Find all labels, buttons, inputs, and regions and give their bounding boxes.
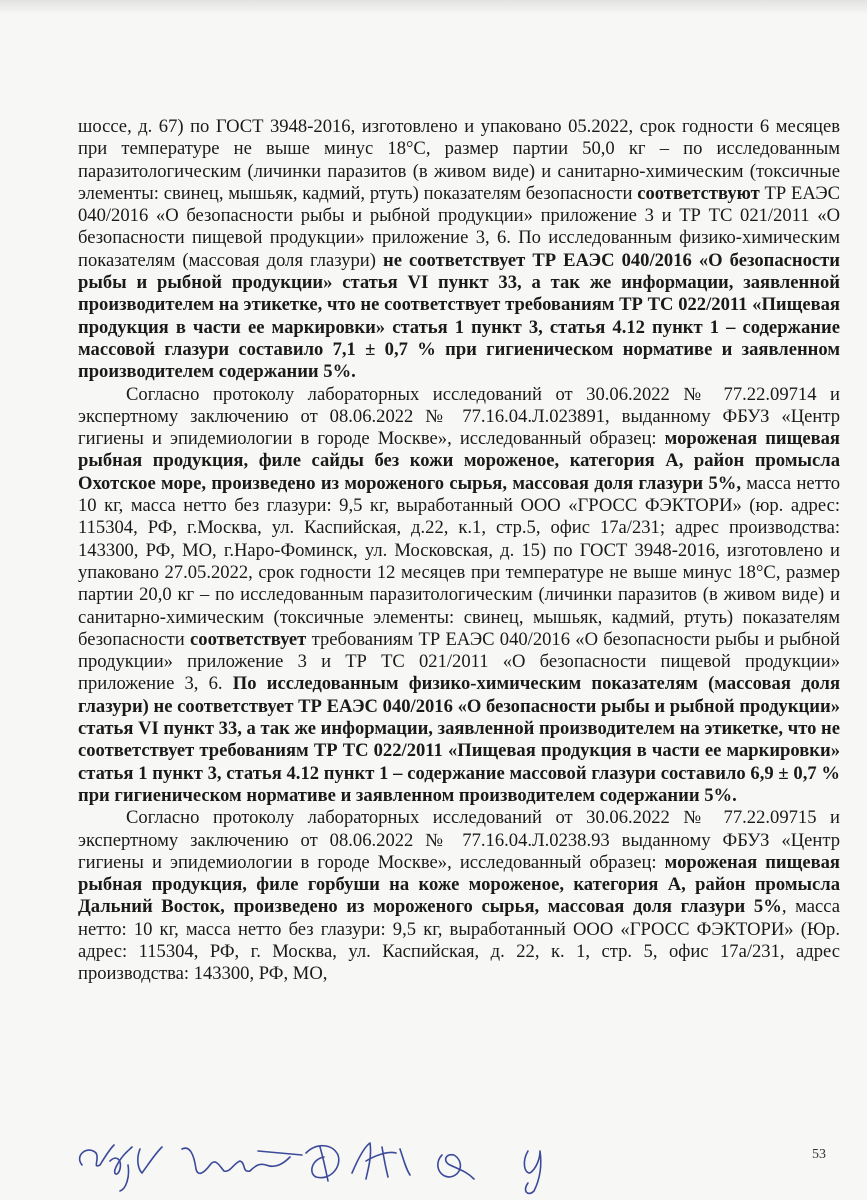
paragraph-2-bold-b: соответствует xyxy=(190,628,307,650)
paragraph-3-bold-a: мороженая пищевая рыбная продукция, филе горбуши на коже мороженое, категория А, район промысла Дальний Восток, произведено из мороженого сырья, массовая доля глазури 5% xyxy=(78,851,840,918)
paragraph-3-text-b: , масса нетто: 10 кг, масса нетто без глазури: 9,5 кг, выработанный ООО «ГРОСС ФЭКТОРИ» (Юр. адрес: 115304, РФ, г. Москва, ул. Каспийская, д. 22, к. 1, стр. 5, офис 17а/231, адрес производства: 143300, РФ, МО, xyxy=(78,896,840,985)
paragraph-1-bold-b: не соответствует ТР ЕАЭС 040/2016 «О безопасности рыбы и рыбной продукции» статья VI пункт 33, а так же информации, заявленной производителем на этикетке, что не соответствует требованиям ТР ТС 022/2011 «Пищевая продукция в части ее маркировки» статья 1 пункт 3, статья 4.12 пункт 1 – содержание массовой глазури составило 7,1 ± 0,7 % при гигиеническом нормативе и заявленном производителем содержании 5%. xyxy=(78,249,840,383)
paragraph-1-text-b: ТР ЕАЭС 040/2016 «О безопасности рыбы и рыбной продукции» приложение 3 и ТР ТС 021/2011 «О безопасности пищевой продукции» приложение 3, 6. По исследованным физико-химическим показателям (массовая доля глазури) xyxy=(78,182,840,271)
paragraph-1-bold-a: соответствуют xyxy=(637,182,760,204)
signature-2 xyxy=(182,1148,302,1173)
paragraph-2 xyxy=(78,384,840,808)
paragraph-3 xyxy=(78,807,840,985)
page-number: 53 xyxy=(812,1147,826,1162)
signature-1 xyxy=(80,1145,162,1191)
paragraph-1-text-a: шоссе, д. 67) по ГОСТ 3948-2016, изготовлено и упаковано 05.2022, срок годности 6 месяцев при температуре не выше минус 18°С, размер партии 50,0 кг – по исследованным паразитологическим (личинки паразитов (в живом виде) и санитарно-химическим (токсичные элементы: свинец, мышьяк, кадмий, ртуть) показателям безопасности xyxy=(78,116,840,204)
paragraph-2-text-b: масса нетто 10 кг, масса нетто без глазури: 9,5 кг, выработанный ООО «ГРОСС ФЭКТОРИ» (юр. адрес: 115304, РФ, г.Москва, ул. Каспийская, д.22, к.1, стр.5, офис 17а/231; адрес производства: 143300, РФ, МО, г.Наро-Фоминск, ул. Московская, д. 15) по ГОСТ 3948-2016, изготовлено и упаковано 27.05.2022, срок годности 12 месяцев при температуре не выше минус 18°С, размер партии 20,0 кг – по исследованным паразитологическим (личинки паразитов (в живом виде) и санитарно-химическим (токсичные элементы: свинец, мышьяк, кадмий, ртуть) показателям безопасности xyxy=(78,472,840,650)
paragraph-2-bold-c: По исследованным физико-химическим показателям (массовая доля глазури) не соответствует ТР ЕАЭС 040/2016 «О безопасности рыбы и рыбной продукции» статья VI пункт 33, а так же информации, заявленной производителем на этикетке, что не соответствует требованиям ТР ТС 022/2011 «Пищевая продукция в части ее маркировки» статья 1 пункт 3, статья 4.12 пункт 1 – содержание массовой глазури составило 6,9 ± 0,7 % при гигиеническом нормативе и заявленном производителем содержании 5%. xyxy=(78,673,841,806)
paragraph-2-bold-a: мороженая пищевая рыбная продукция, филе сайды без кожи мороженое, категория А, район промысла Охотское море, произведено из мороженого сырья, массовая доля глазури 5%, xyxy=(78,428,840,494)
paragraph-3-text-a: Согласно протоколу лабораторных исследований от 30.06.2022 № 77.22.09715 и экспертному заключению от 08.06.2022 № 77.16.04.Л.0238.93 выданному ФБУЗ «Центр гигиены и эпидемиологии в городе Москве», исследованный образец: xyxy=(78,807,840,873)
paragraph-2-text-c: требованиям ТР ЕАЭС 040/2016 «О безопасности рыбы и рыбной продукции» приложение 3 и ТР ТС 021/2011 «О безопасности пищевой продукции» приложение 3, 6. xyxy=(78,628,840,695)
signature-6 xyxy=(524,1151,540,1193)
paragraph-1 xyxy=(78,116,840,384)
scan-top-edge xyxy=(0,0,867,14)
signature-5 xyxy=(438,1155,474,1179)
handwritten-signatures xyxy=(70,1125,630,1200)
document-body xyxy=(78,116,840,986)
signature-4 xyxy=(352,1143,410,1179)
paragraph-2-text-a: Согласно протоколу лабораторных исследований от 30.06.2022 № 77.22.09714 и экспертному заключению от 08.06.2022 № 77.16.04.Л.023891, выданному ФБУЗ «Центр гигиены и эпидемиологии в городе Москве», исследованный образец: xyxy=(78,383,840,450)
signature-3 xyxy=(306,1146,339,1181)
